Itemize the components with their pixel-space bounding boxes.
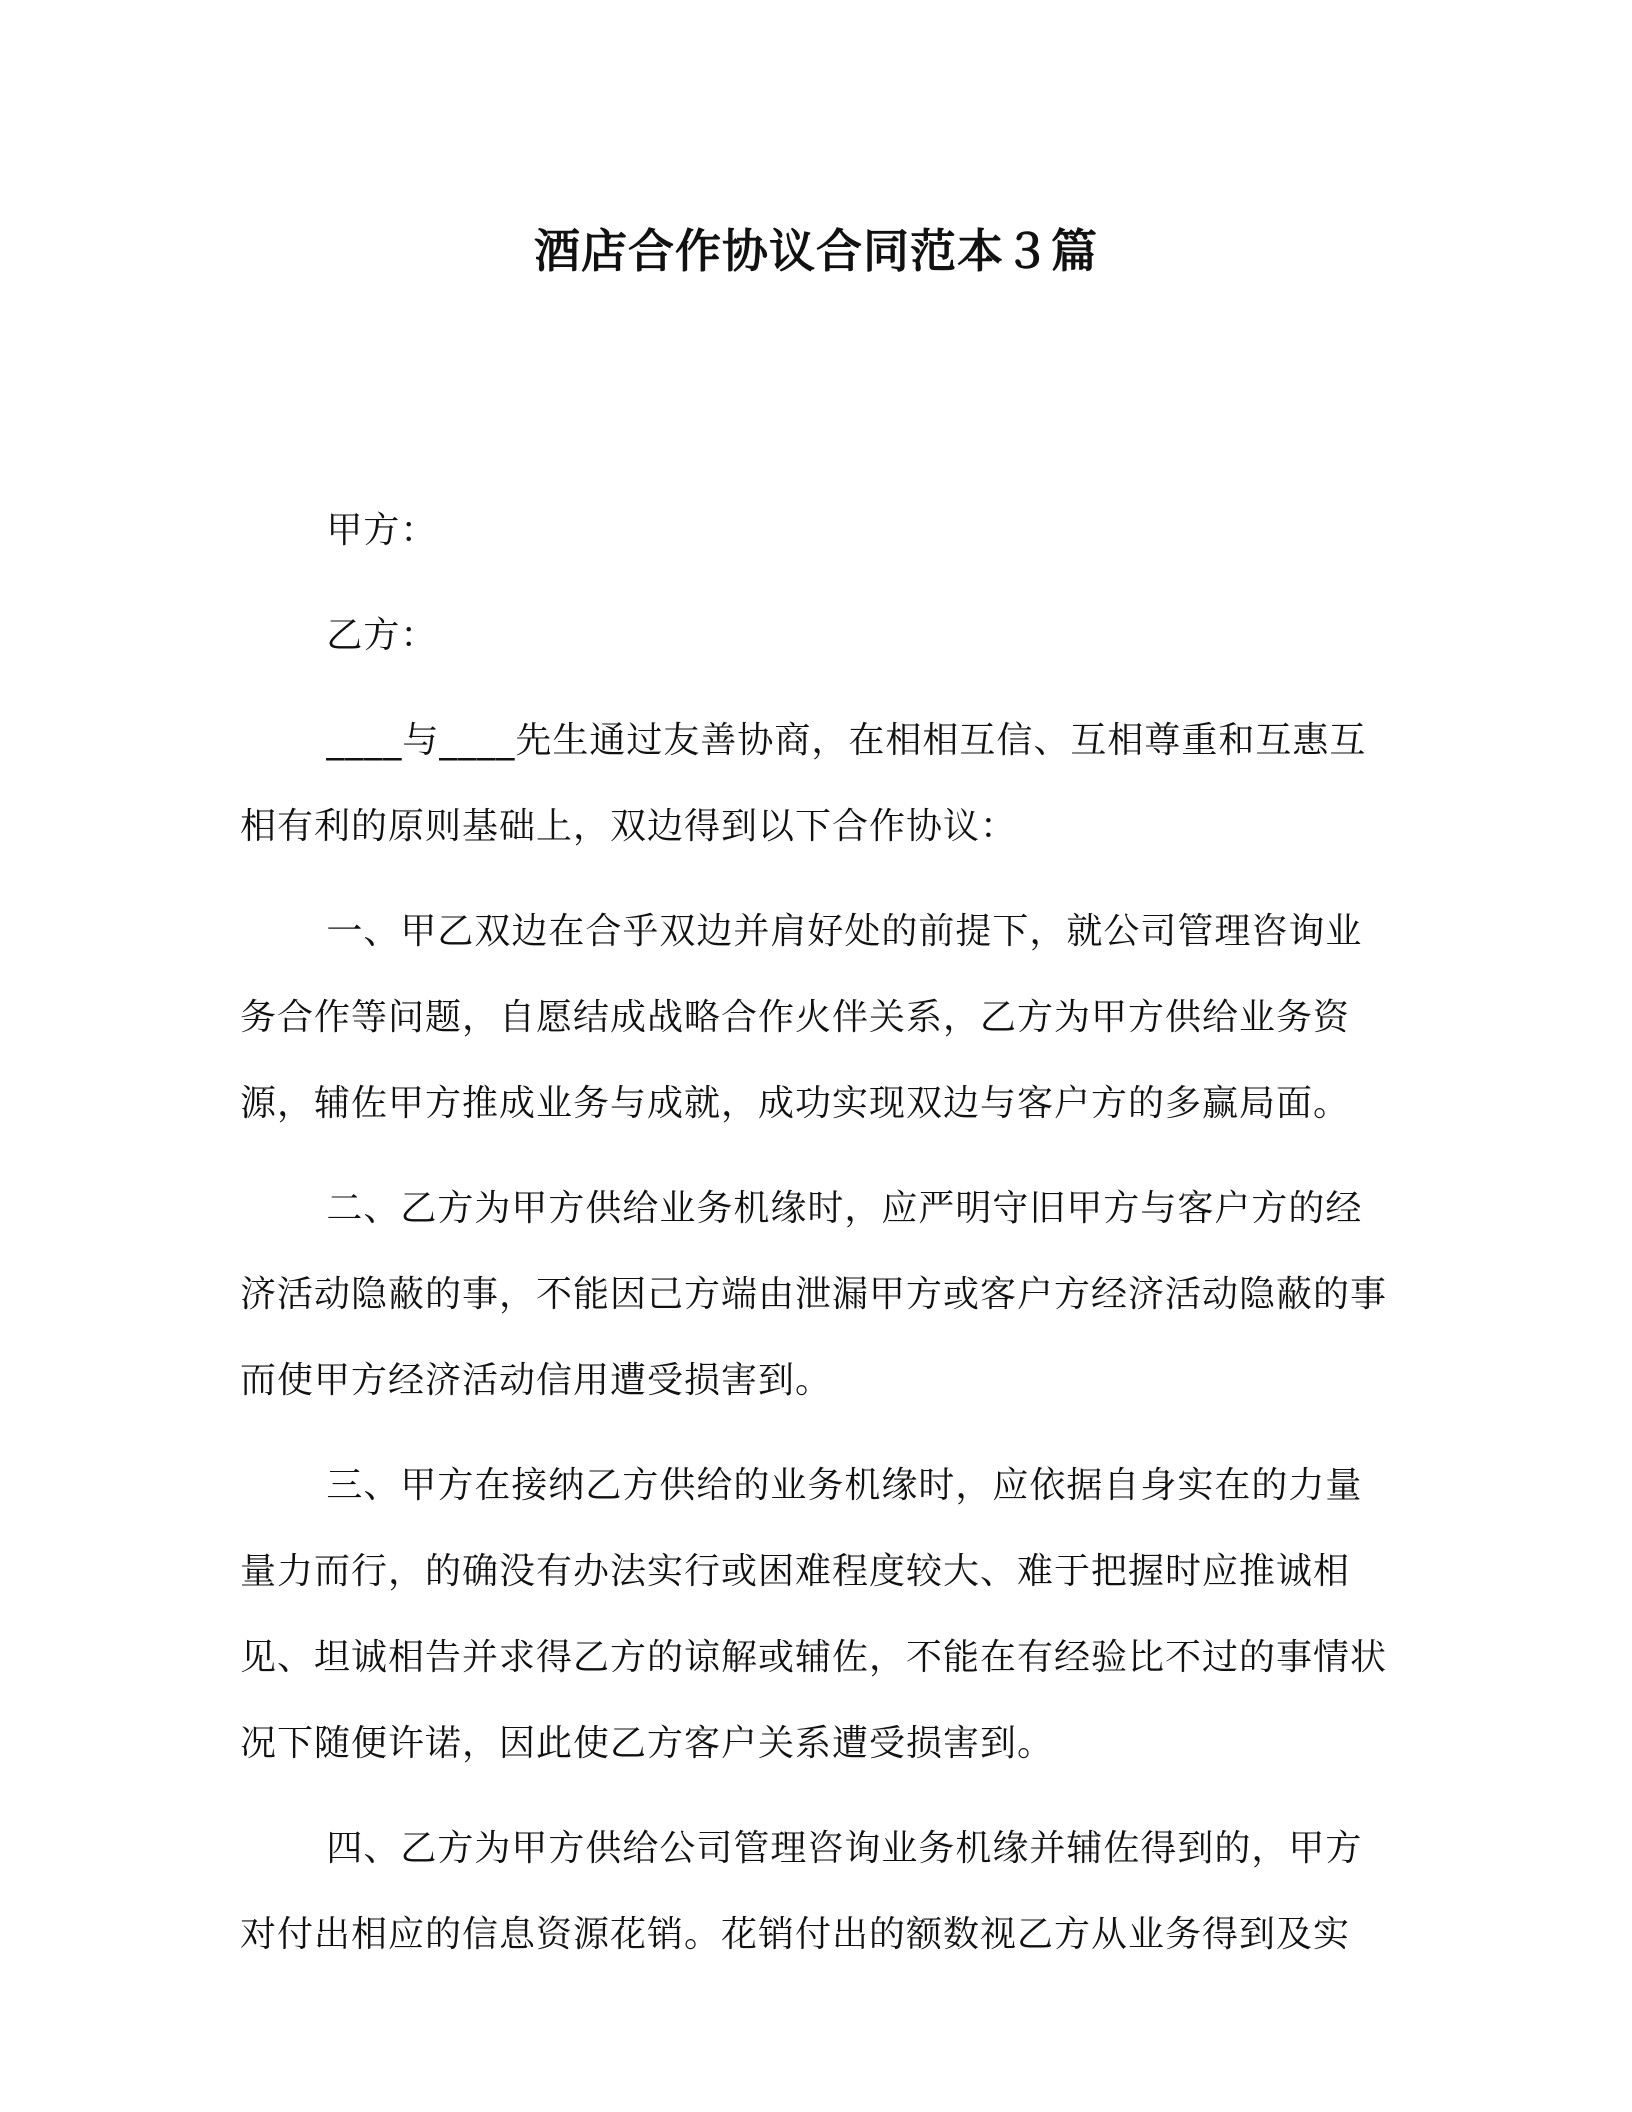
paragraph-clause-2: 二、乙方为甲方供给业务机缘时，应严明守旧甲方与客户方的经济活动隐蔽的事，不能因己方端由泄漏甲方或客户方经济活动隐蔽的事而使甲方经济活动信用遭受损害到。 (240, 1188, 1388, 1401)
party-b-line: 乙方： (326, 615, 438, 656)
document-body (240, 488, 1392, 1997)
paragraph-intro: ____与____先生通过友善协商，在相相互信、互相尊重和互惠互相有利的原则基础上，双边得到以下合作协议： (240, 720, 1367, 847)
paragraph-clause-3: 三、甲方在接纳乙方供给的业务机缘时，应依据自身实在的力量量力而行，的确没有办法实行或困难程度较大、难于把握时应推诚相见、坦诚相告并求得乙方的谅解或辅佐，不能在有经验比不过的事情状况下随便许诺，因此使乙方客户关系遭受损害到。 (240, 1465, 1388, 1764)
party-a-line: 甲方： (326, 510, 438, 551)
document-title: 酒店合作协议合同范本３篇 (534, 224, 1098, 278)
paragraph-clause-4: 四、乙方为甲方供给公司管理咨询业务机缘并辅佐得到的，甲方对付出相应的信息资源花销。花销付出的额数视乙方从业务得到及实 (240, 1828, 1363, 1955)
paragraph-clause-1: 一、甲乙双边在合乎双边并肩好处的前提下，就公司管理咨询业务合作等问题，自愿结成战略合作火伴关系，乙方为甲方供给业务资源，辅佐甲方推成业务与成就，成功实现双边与客户方的多赢局面。 (240, 911, 1363, 1124)
